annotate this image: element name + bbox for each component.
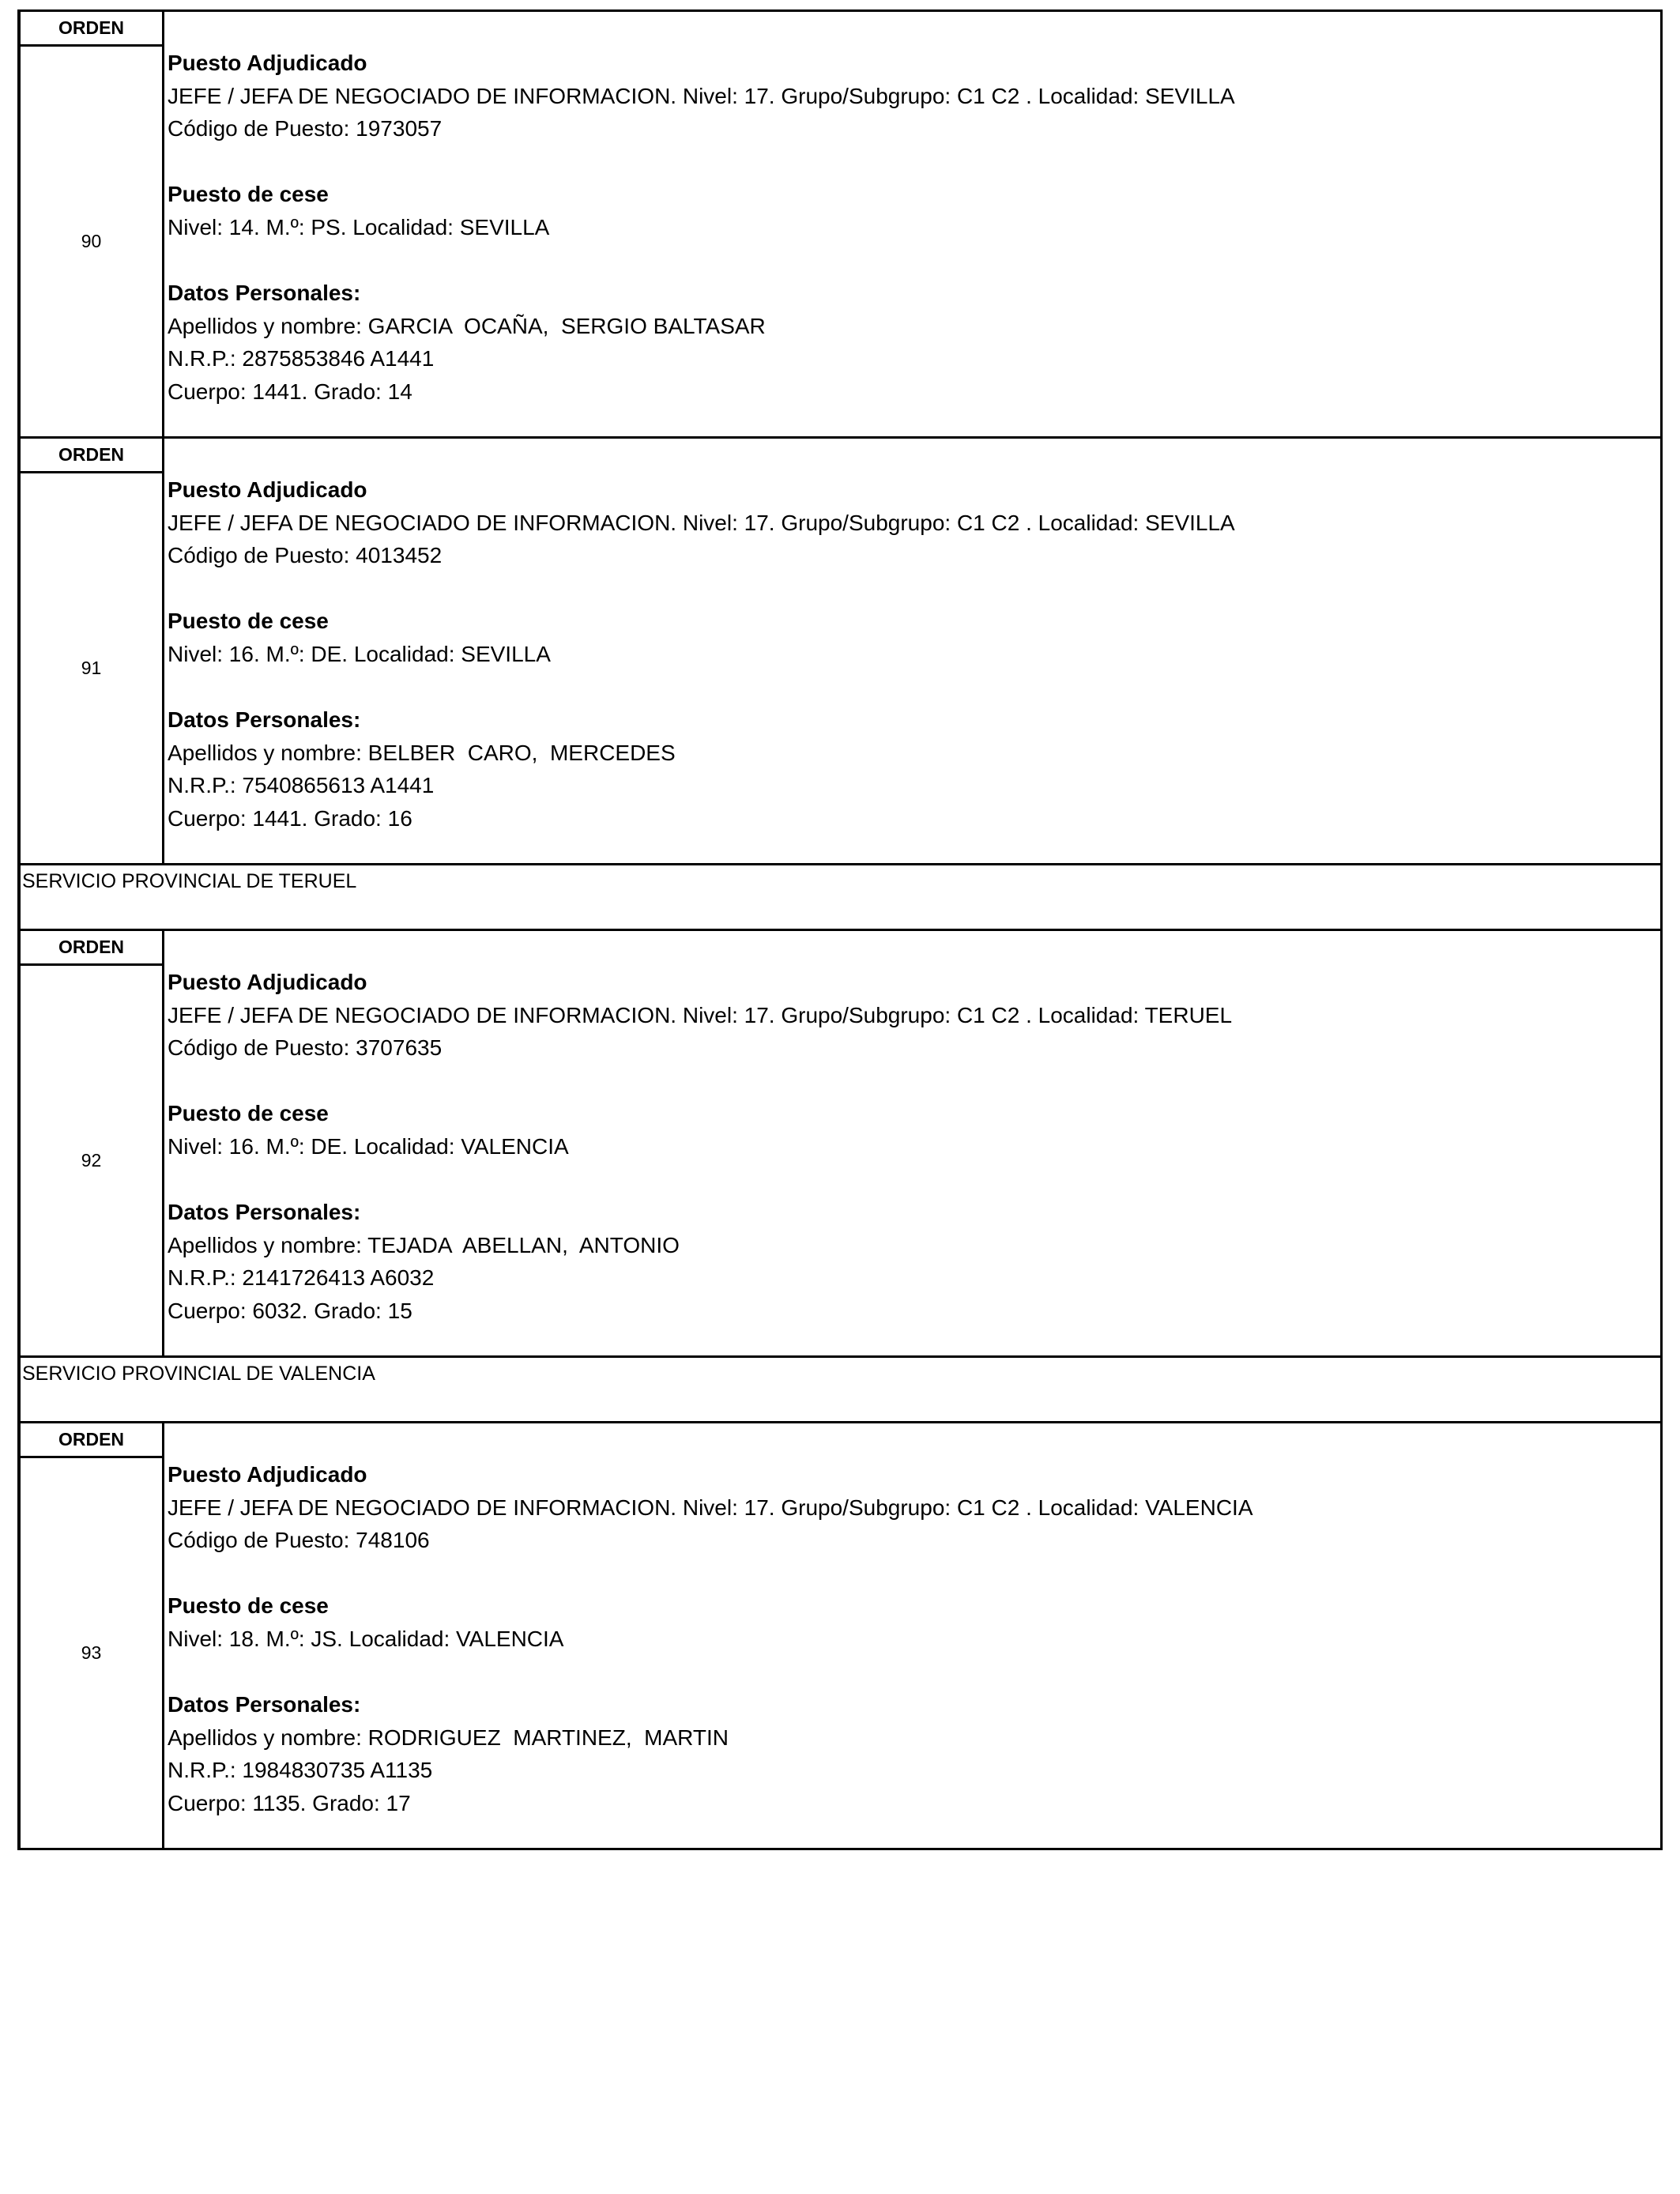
orden-number: 91 <box>81 658 102 678</box>
puesto-cese-description: Nivel: 16. M.º: DE. Localidad: VALENCIA <box>168 1133 569 1159</box>
puesto-adjudicado-description: JEFE / JEFA DE NEGOCIADO DE INFORMACION. Nivel: 17. Grupo/Subgrupo: C1 C2 . Localidad: VALENCIA <box>168 1495 1253 1520</box>
record-91 <box>21 439 1660 865</box>
puesto-cese-heading: Puesto de cese <box>168 1101 329 1126</box>
nrp: N.R.P.: 2141726413 A6032 <box>168 1265 435 1291</box>
orden-column <box>21 439 164 863</box>
datos-personales-heading: Datos Personales: <box>168 1200 361 1225</box>
puesto-cese-description: Nivel: 16. M.º: DE. Localidad: SEVILLA <box>168 641 551 666</box>
puesto-cese-description: Nivel: 14. M.º: PS. Localidad: SEVILLA <box>168 214 550 239</box>
orden-number: 92 <box>81 1150 102 1171</box>
record-93 <box>21 1423 1660 1850</box>
puesto-cese-heading: Puesto de cese <box>168 609 329 634</box>
codigo-puesto: Código de Puesto: 3707635 <box>168 1035 443 1061</box>
puesto-adjudicado-description: JEFE / JEFA DE NEGOCIADO DE INFORMACION. Nivel: 17. Grupo/Subgrupo: C1 C2 . Localidad: SEVILLA <box>168 83 1235 108</box>
cuerpo-grado: Cuerpo: 1135. Grado: 17 <box>168 1790 411 1815</box>
cuerpo-grado: Cuerpo: 1441. Grado: 14 <box>168 379 412 404</box>
puesto-adjudicado-heading: Puesto Adjudicado <box>168 477 367 502</box>
record-content <box>164 931 1660 1355</box>
apellidos-nombre: Apellidos y nombre: TEJADA ABELLAN, ANTONIO <box>168 1232 680 1257</box>
orden-column <box>21 931 164 1355</box>
puesto-adjudicado-heading: Puesto Adjudicado <box>168 970 367 994</box>
codigo-puesto: Código de Puesto: 1973057 <box>168 116 443 141</box>
orden-column <box>21 12 164 436</box>
orden-label: ORDEN <box>21 931 162 966</box>
cuerpo-grado: Cuerpo: 1441. Grado: 16 <box>168 805 412 831</box>
record-92 <box>21 931 1660 1358</box>
puesto-cese-heading: Puesto de cese <box>168 1593 329 1619</box>
datos-personales-heading: Datos Personales: <box>168 1692 361 1717</box>
section-header-teruel: SERVICIO PROVINCIAL DE TERUEL <box>21 865 1660 931</box>
apellidos-nombre: Apellidos y nombre: GARCIA OCAÑA, SERGIO BALTASAR <box>168 313 766 338</box>
orden-column <box>21 1423 164 1848</box>
puesto-adjudicado-description: JEFE / JEFA DE NEGOCIADO DE INFORMACION. Nivel: 17. Grupo/Subgrupo: C1 C2 . Localidad: SEVILLA <box>168 510 1235 535</box>
datos-personales-heading: Datos Personales: <box>168 707 361 733</box>
orden-label: ORDEN <box>21 1423 162 1458</box>
adjudication-table <box>17 9 1663 1850</box>
codigo-puesto: Código de Puesto: 4013452 <box>168 543 443 568</box>
orden-label: ORDEN <box>21 439 162 473</box>
orden-label: ORDEN <box>21 12 162 47</box>
codigo-puesto: Código de Puesto: 748106 <box>168 1528 430 1553</box>
nrp: N.R.P.: 1984830735 A1135 <box>168 1758 433 1783</box>
puesto-cese-heading: Puesto de cese <box>168 182 329 207</box>
apellidos-nombre: Apellidos y nombre: RODRIGUEZ MARTINEZ, MARTIN <box>168 1725 729 1750</box>
record-content <box>164 12 1660 436</box>
nrp: N.R.P.: 7540865613 A1441 <box>168 773 435 798</box>
record-90 <box>21 12 1660 439</box>
nrp: N.R.P.: 2875853846 A1441 <box>168 346 435 371</box>
orden-number: 90 <box>81 231 102 251</box>
puesto-adjudicado-heading: Puesto Adjudicado <box>168 51 367 75</box>
record-content <box>164 1423 1660 1848</box>
cuerpo-grado: Cuerpo: 6032. Grado: 15 <box>168 1298 412 1323</box>
record-content <box>164 439 1660 863</box>
puesto-adjudicado-heading: Puesto Adjudicado <box>168 1462 367 1487</box>
section-header-valencia: SERVICIO PROVINCIAL DE VALENCIA <box>21 1358 1660 1423</box>
puesto-cese-description: Nivel: 18. M.º: JS. Localidad: VALENCIA <box>168 1626 564 1651</box>
apellidos-nombre: Apellidos y nombre: BELBER CARO, MERCEDES <box>168 740 676 765</box>
orden-number: 93 <box>81 1642 102 1663</box>
puesto-adjudicado-description: JEFE / JEFA DE NEGOCIADO DE INFORMACION. Nivel: 17. Grupo/Subgrupo: C1 C2 . Localidad: TERUEL <box>168 1002 1233 1027</box>
datos-personales-heading: Datos Personales: <box>168 281 361 306</box>
